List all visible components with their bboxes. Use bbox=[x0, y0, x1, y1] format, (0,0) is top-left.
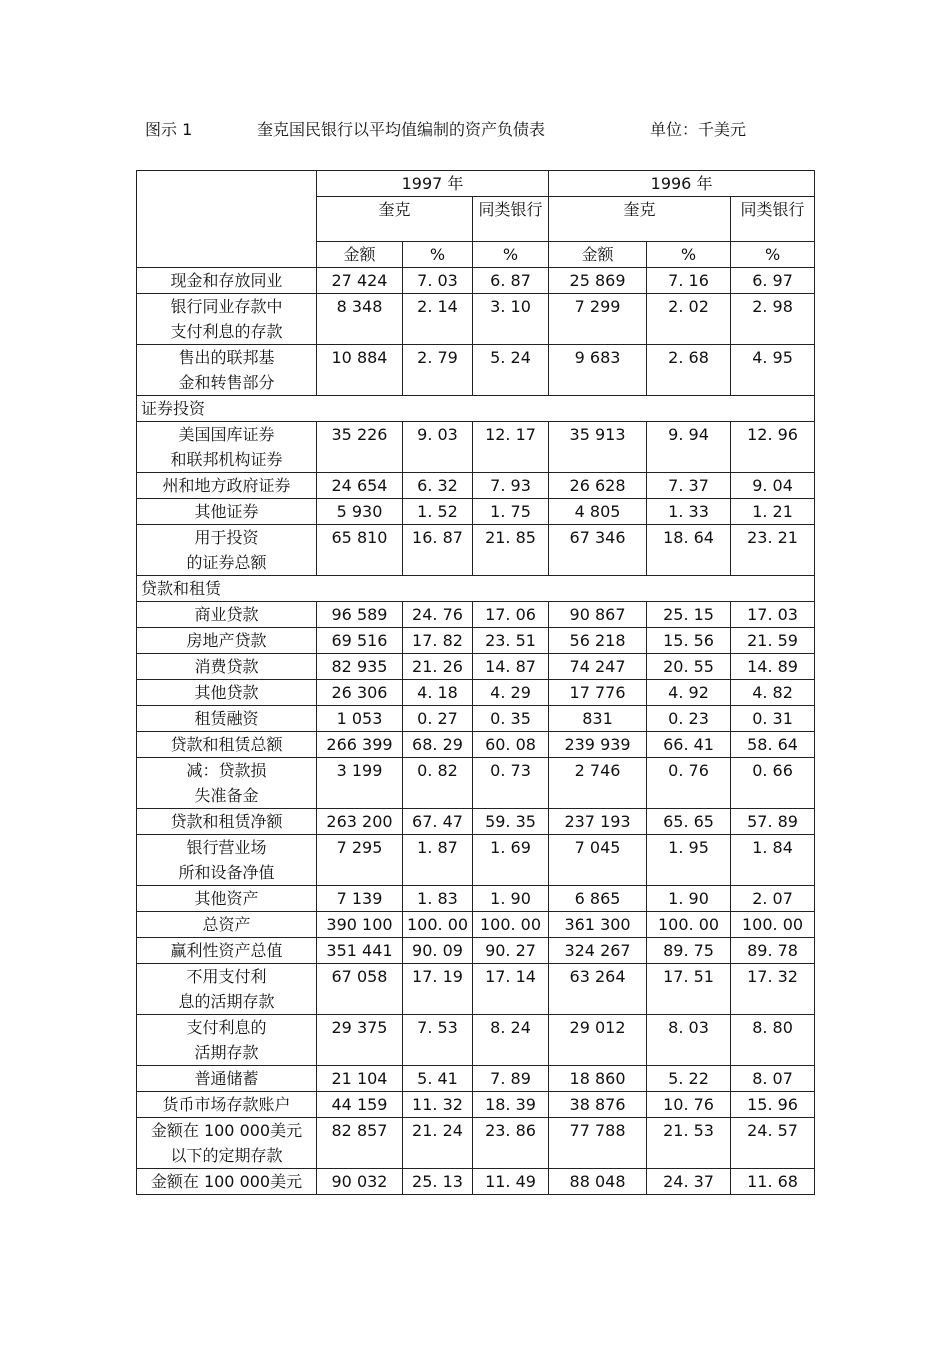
cell-pct-1997: 0. 27 bbox=[403, 706, 473, 732]
cell-pct-1996: 89. 75 bbox=[647, 938, 731, 964]
table-row bbox=[137, 938, 815, 964]
cell-peer-pct-1997: 0. 73 bbox=[473, 758, 549, 809]
row-label bbox=[137, 732, 317, 758]
cell-pct-1996: 2. 02 bbox=[647, 294, 731, 345]
header-peer-pct-1997: % bbox=[473, 242, 549, 268]
table-row bbox=[137, 345, 815, 396]
row-label bbox=[137, 758, 317, 809]
cell-amount-1996: 239 939 bbox=[549, 732, 647, 758]
row-label bbox=[137, 654, 317, 680]
cell-peer-pct-1997: 1. 75 bbox=[473, 499, 549, 525]
cell-amount-1996: 831 bbox=[549, 706, 647, 732]
row-label-line: 现金和存放同业 bbox=[170, 271, 283, 290]
row-label-line: 房地产贷款 bbox=[186, 631, 267, 650]
cell-peer-pct-1996: 8. 80 bbox=[731, 1015, 815, 1066]
cell-pct-1996: 4. 92 bbox=[647, 680, 731, 706]
cell-peer-pct-1997: 17. 06 bbox=[473, 602, 549, 628]
table-row bbox=[137, 886, 815, 912]
cell-pct-1997: 2. 79 bbox=[403, 345, 473, 396]
row-label-line: 其他证券 bbox=[194, 502, 259, 521]
cell-amount-1997: 10 884 bbox=[317, 345, 403, 396]
cell-peer-pct-1997: 3. 10 bbox=[473, 294, 549, 345]
cell-peer-pct-1997: 59. 35 bbox=[473, 809, 549, 835]
cell-amount-1996: 25 869 bbox=[549, 268, 647, 294]
cell-amount-1997: 7 295 bbox=[317, 835, 403, 886]
header-row-years bbox=[137, 171, 815, 197]
cell-amount-1996: 324 267 bbox=[549, 938, 647, 964]
cell-amount-1996: 56 218 bbox=[549, 628, 647, 654]
cell-peer-pct-1996: 1. 84 bbox=[731, 835, 815, 886]
row-label bbox=[137, 912, 317, 938]
cell-pct-1996: 7. 16 bbox=[647, 268, 731, 294]
cell-peer-pct-1997: 1. 69 bbox=[473, 835, 549, 886]
table-row bbox=[137, 835, 815, 886]
cell-peer-pct-1997: 100. 00 bbox=[473, 912, 549, 938]
row-label-line: 支付利息的存款 bbox=[170, 322, 283, 341]
row-label bbox=[137, 1092, 317, 1118]
cell-pct-1996: 1. 95 bbox=[647, 835, 731, 886]
header-peer-pct-1996: % bbox=[731, 242, 815, 268]
cell-pct-1996: 65. 65 bbox=[647, 809, 731, 835]
cell-amount-1996: 17 776 bbox=[549, 680, 647, 706]
cell-peer-pct-1996: 17. 03 bbox=[731, 602, 815, 628]
section-heading: 贷款和租赁 bbox=[137, 576, 815, 602]
cell-pct-1996: 7. 37 bbox=[647, 473, 731, 499]
cell-pct-1996: 9. 94 bbox=[647, 422, 731, 473]
table-row bbox=[137, 525, 815, 576]
cell-amount-1996: 67 346 bbox=[549, 525, 647, 576]
cell-pct-1996: 5. 22 bbox=[647, 1066, 731, 1092]
table-row bbox=[137, 706, 815, 732]
cell-peer-pct-1996: 6. 97 bbox=[731, 268, 815, 294]
cell-peer-pct-1997: 4. 29 bbox=[473, 680, 549, 706]
row-label bbox=[137, 294, 317, 345]
cell-pct-1997: 25. 13 bbox=[403, 1169, 473, 1195]
header-peer-1996: 同类银行 bbox=[731, 197, 815, 242]
cell-amount-1997: 69 516 bbox=[317, 628, 403, 654]
cell-amount-1996: 18 860 bbox=[549, 1066, 647, 1092]
row-label-line: 银行同业存款中 bbox=[170, 297, 283, 316]
table-row bbox=[137, 1015, 815, 1066]
section-row bbox=[137, 396, 815, 422]
row-label-line: 所和设备净值 bbox=[178, 863, 275, 882]
cell-peer-pct-1996: 0. 31 bbox=[731, 706, 815, 732]
table-row bbox=[137, 758, 815, 809]
cell-peer-pct-1996: 4. 82 bbox=[731, 680, 815, 706]
row-label-line: 和联邦机构证券 bbox=[170, 450, 283, 469]
cell-peer-pct-1997: 1. 90 bbox=[473, 886, 549, 912]
table-row bbox=[137, 422, 815, 473]
table-row bbox=[137, 912, 815, 938]
cell-amount-1997: 3 199 bbox=[317, 758, 403, 809]
row-label-line: 支付利息的 bbox=[186, 1018, 267, 1037]
cell-amount-1997: 90 032 bbox=[317, 1169, 403, 1195]
cell-peer-pct-1996: 100. 00 bbox=[731, 912, 815, 938]
cell-pct-1996: 1. 90 bbox=[647, 886, 731, 912]
header-pct-1996: % bbox=[647, 242, 731, 268]
table-row bbox=[137, 294, 815, 345]
row-label bbox=[137, 1015, 317, 1066]
cell-pct-1996: 10. 76 bbox=[647, 1092, 731, 1118]
cell-peer-pct-1997: 18. 39 bbox=[473, 1092, 549, 1118]
row-label-line: 贷款和租赁净额 bbox=[170, 812, 283, 831]
header-quaker-1997: 奎克 bbox=[317, 197, 473, 242]
cell-peer-pct-1996: 58. 64 bbox=[731, 732, 815, 758]
cell-amount-1997: 27 424 bbox=[317, 268, 403, 294]
cell-peer-pct-1997: 23. 51 bbox=[473, 628, 549, 654]
cell-pct-1997: 21. 24 bbox=[403, 1118, 473, 1169]
row-label-line: 其他资产 bbox=[194, 889, 259, 908]
cell-amount-1996: 2 746 bbox=[549, 758, 647, 809]
cell-pct-1997: 11. 32 bbox=[403, 1092, 473, 1118]
cell-peer-pct-1996: 12. 96 bbox=[731, 422, 815, 473]
cell-amount-1997: 21 104 bbox=[317, 1066, 403, 1092]
cell-pct-1997: 67. 47 bbox=[403, 809, 473, 835]
cell-peer-pct-1997: 90. 27 bbox=[473, 938, 549, 964]
cell-peer-pct-1997: 23. 86 bbox=[473, 1118, 549, 1169]
row-label bbox=[137, 706, 317, 732]
row-label bbox=[137, 268, 317, 294]
row-label bbox=[137, 964, 317, 1015]
row-label bbox=[137, 499, 317, 525]
row-label-line: 活期存款 bbox=[194, 1043, 259, 1062]
cell-amount-1997: 8 348 bbox=[317, 294, 403, 345]
cell-amount-1997: 7 139 bbox=[317, 886, 403, 912]
cell-amount-1997: 29 375 bbox=[317, 1015, 403, 1066]
cell-amount-1996: 26 628 bbox=[549, 473, 647, 499]
cell-pct-1996: 0. 23 bbox=[647, 706, 731, 732]
table-row bbox=[137, 732, 815, 758]
row-label bbox=[137, 473, 317, 499]
cell-peer-pct-1997: 7. 93 bbox=[473, 473, 549, 499]
cell-peer-pct-1996: 23. 21 bbox=[731, 525, 815, 576]
cell-peer-pct-1997: 17. 14 bbox=[473, 964, 549, 1015]
cell-amount-1997: 24 654 bbox=[317, 473, 403, 499]
cell-amount-1996: 6 865 bbox=[549, 886, 647, 912]
row-label-line: 不用支付利 bbox=[186, 967, 267, 986]
table-row bbox=[137, 964, 815, 1015]
cell-peer-pct-1997: 60. 08 bbox=[473, 732, 549, 758]
cell-amount-1996: 63 264 bbox=[549, 964, 647, 1015]
row-label-line: 金和转售部分 bbox=[178, 373, 275, 392]
header-pct-1997: % bbox=[403, 242, 473, 268]
cell-amount-1997: 351 441 bbox=[317, 938, 403, 964]
cell-amount-1997: 96 589 bbox=[317, 602, 403, 628]
row-label-line: 息的活期存款 bbox=[178, 992, 275, 1011]
table-row bbox=[137, 809, 815, 835]
cell-pct-1996: 24. 37 bbox=[647, 1169, 731, 1195]
header-quaker-1996: 奎克 bbox=[549, 197, 731, 242]
cell-pct-1997: 5. 41 bbox=[403, 1066, 473, 1092]
cell-pct-1997: 100. 00 bbox=[403, 912, 473, 938]
cell-pct-1997: 1. 83 bbox=[403, 886, 473, 912]
row-label-line: 售出的联邦基 bbox=[178, 348, 275, 367]
row-label bbox=[137, 835, 317, 886]
cell-pct-1996: 25. 15 bbox=[647, 602, 731, 628]
cell-peer-pct-1996: 1. 21 bbox=[731, 499, 815, 525]
cell-pct-1997: 1. 52 bbox=[403, 499, 473, 525]
row-label bbox=[137, 602, 317, 628]
cell-pct-1997: 90. 09 bbox=[403, 938, 473, 964]
cell-peer-pct-1996: 8. 07 bbox=[731, 1066, 815, 1092]
cell-peer-pct-1997: 11. 49 bbox=[473, 1169, 549, 1195]
unit-label: 单位：千美元 bbox=[650, 120, 747, 139]
row-label bbox=[137, 525, 317, 576]
row-label-line: 赢利性资产总值 bbox=[170, 941, 283, 960]
cell-peer-pct-1997: 14. 87 bbox=[473, 654, 549, 680]
cell-peer-pct-1997: 12. 17 bbox=[473, 422, 549, 473]
cell-amount-1997: 67 058 bbox=[317, 964, 403, 1015]
section-row bbox=[137, 576, 815, 602]
cell-amount-1997: 65 810 bbox=[317, 525, 403, 576]
cell-peer-pct-1996: 17. 32 bbox=[731, 964, 815, 1015]
cell-pct-1996: 0. 76 bbox=[647, 758, 731, 809]
row-label-line: 美国国库证券 bbox=[178, 425, 275, 444]
cell-amount-1996: 88 048 bbox=[549, 1169, 647, 1195]
header-year-1997: 1997 年 bbox=[317, 171, 549, 197]
row-label-line: 银行营业场 bbox=[186, 838, 267, 857]
cell-pct-1997: 4. 18 bbox=[403, 680, 473, 706]
cell-amount-1997: 1 053 bbox=[317, 706, 403, 732]
cell-peer-pct-1996: 2. 98 bbox=[731, 294, 815, 345]
row-label bbox=[137, 1066, 317, 1092]
cell-pct-1997: 1. 87 bbox=[403, 835, 473, 886]
cell-amount-1996: 38 876 bbox=[549, 1092, 647, 1118]
row-label bbox=[137, 628, 317, 654]
cell-peer-pct-1996: 89. 78 bbox=[731, 938, 815, 964]
row-label-line: 租赁融资 bbox=[194, 709, 259, 728]
cell-peer-pct-1997: 0. 35 bbox=[473, 706, 549, 732]
cell-peer-pct-1997: 7. 89 bbox=[473, 1066, 549, 1092]
cell-peer-pct-1997: 8. 24 bbox=[473, 1015, 549, 1066]
cell-peer-pct-1996: 15. 96 bbox=[731, 1092, 815, 1118]
row-label-line: 的证券总额 bbox=[186, 553, 267, 572]
cell-amount-1996: 74 247 bbox=[549, 654, 647, 680]
row-label-line: 总资产 bbox=[202, 915, 251, 934]
cell-pct-1996: 100. 00 bbox=[647, 912, 731, 938]
row-label bbox=[137, 886, 317, 912]
cell-peer-pct-1996: 11. 68 bbox=[731, 1169, 815, 1195]
table-row bbox=[137, 1066, 815, 1092]
cell-amount-1997: 263 200 bbox=[317, 809, 403, 835]
cell-pct-1997: 7. 53 bbox=[403, 1015, 473, 1066]
balance-sheet-table bbox=[136, 170, 815, 1195]
row-label bbox=[137, 345, 317, 396]
cell-pct-1996: 21. 53 bbox=[647, 1118, 731, 1169]
cell-amount-1996: 7 299 bbox=[549, 294, 647, 345]
cell-pct-1996: 8. 03 bbox=[647, 1015, 731, 1066]
cell-pct-1996: 17. 51 bbox=[647, 964, 731, 1015]
cell-peer-pct-1996: 2. 07 bbox=[731, 886, 815, 912]
table-title: 奎克国民银行以平均值编制的资产负债表 bbox=[257, 120, 546, 139]
cell-amount-1996: 77 788 bbox=[549, 1118, 647, 1169]
cell-peer-pct-1996: 57. 89 bbox=[731, 809, 815, 835]
cell-pct-1997: 16. 87 bbox=[403, 525, 473, 576]
row-label-line: 其他贷款 bbox=[194, 683, 259, 702]
table-row bbox=[137, 499, 815, 525]
figure-number: 图示 1 bbox=[145, 120, 193, 139]
cell-pct-1997: 68. 29 bbox=[403, 732, 473, 758]
cell-pct-1997: 2. 14 bbox=[403, 294, 473, 345]
row-label bbox=[137, 1118, 317, 1169]
row-label-line: 减：贷款损 bbox=[186, 761, 267, 780]
header-peer-1997: 同类银行 bbox=[473, 197, 549, 242]
row-label-line: 以下的定期存款 bbox=[170, 1146, 283, 1165]
section-heading: 证券投资 bbox=[137, 396, 815, 422]
cell-amount-1997: 82 935 bbox=[317, 654, 403, 680]
row-label-line: 失准备金 bbox=[194, 786, 259, 805]
cell-peer-pct-1997: 6. 87 bbox=[473, 268, 549, 294]
row-label bbox=[137, 1169, 317, 1195]
cell-pct-1997: 9. 03 bbox=[403, 422, 473, 473]
table-row bbox=[137, 654, 815, 680]
cell-peer-pct-1996: 4. 95 bbox=[731, 345, 815, 396]
cell-pct-1996: 18. 64 bbox=[647, 525, 731, 576]
cell-pct-1996: 20. 55 bbox=[647, 654, 731, 680]
header-amount-1996: 金额 bbox=[549, 242, 647, 268]
cell-pct-1997: 6. 32 bbox=[403, 473, 473, 499]
cell-pct-1997: 24. 76 bbox=[403, 602, 473, 628]
cell-amount-1997: 390 100 bbox=[317, 912, 403, 938]
row-label-line: 商业贷款 bbox=[194, 605, 259, 624]
cell-pct-1997: 17. 82 bbox=[403, 628, 473, 654]
header-blank-cell bbox=[137, 171, 317, 268]
header-year-1996: 1996 年 bbox=[549, 171, 815, 197]
cell-pct-1996: 15. 56 bbox=[647, 628, 731, 654]
cell-amount-1996: 35 913 bbox=[549, 422, 647, 473]
row-label-line: 用于投资 bbox=[194, 528, 259, 547]
cell-amount-1996: 361 300 bbox=[549, 912, 647, 938]
cell-pct-1997: 7. 03 bbox=[403, 268, 473, 294]
cell-amount-1996: 4 805 bbox=[549, 499, 647, 525]
cell-pct-1997: 0. 82 bbox=[403, 758, 473, 809]
cell-amount-1997: 266 399 bbox=[317, 732, 403, 758]
row-label-line: 州和地方政府证券 bbox=[162, 476, 291, 495]
row-label-line: 货币市场存款账户 bbox=[162, 1095, 291, 1114]
cell-peer-pct-1996: 21. 59 bbox=[731, 628, 815, 654]
cell-amount-1997: 82 857 bbox=[317, 1118, 403, 1169]
cell-amount-1997: 5 930 bbox=[317, 499, 403, 525]
cell-peer-pct-1997: 5. 24 bbox=[473, 345, 549, 396]
cell-peer-pct-1996: 14. 89 bbox=[731, 654, 815, 680]
cell-amount-1997: 44 159 bbox=[317, 1092, 403, 1118]
cell-amount-1996: 9 683 bbox=[549, 345, 647, 396]
cell-amount-1997: 26 306 bbox=[317, 680, 403, 706]
cell-amount-1996: 7 045 bbox=[549, 835, 647, 886]
cell-pct-1996: 66. 41 bbox=[647, 732, 731, 758]
cell-amount-1996: 90 867 bbox=[549, 602, 647, 628]
table-row bbox=[137, 680, 815, 706]
row-label-line: 金额在 100 000美元 bbox=[150, 1121, 303, 1140]
row-label bbox=[137, 680, 317, 706]
cell-amount-1997: 35 226 bbox=[317, 422, 403, 473]
cell-peer-pct-1996: 24. 57 bbox=[731, 1118, 815, 1169]
table-row bbox=[137, 268, 815, 294]
row-label bbox=[137, 422, 317, 473]
row-label-line: 普通储蓄 bbox=[194, 1069, 259, 1088]
table-row bbox=[137, 473, 815, 499]
cell-pct-1996: 1. 33 bbox=[647, 499, 731, 525]
cell-peer-pct-1996: 0. 66 bbox=[731, 758, 815, 809]
table-row bbox=[137, 1169, 815, 1195]
cell-amount-1996: 237 193 bbox=[549, 809, 647, 835]
cell-amount-1996: 29 012 bbox=[549, 1015, 647, 1066]
row-label-line: 贷款和租赁总额 bbox=[170, 735, 283, 754]
header-amount-1997: 金额 bbox=[317, 242, 403, 268]
cell-pct-1997: 21. 26 bbox=[403, 654, 473, 680]
row-label-line: 消费贷款 bbox=[194, 657, 259, 676]
row-label bbox=[137, 938, 317, 964]
cell-pct-1997: 17. 19 bbox=[403, 964, 473, 1015]
table-row bbox=[137, 1092, 815, 1118]
table-row bbox=[137, 1118, 815, 1169]
table-row bbox=[137, 628, 815, 654]
cell-peer-pct-1997: 21. 85 bbox=[473, 525, 549, 576]
row-label-line: 金额在 100 000美元 bbox=[150, 1172, 303, 1191]
table-row bbox=[137, 602, 815, 628]
cell-peer-pct-1996: 9. 04 bbox=[731, 473, 815, 499]
cell-pct-1996: 2. 68 bbox=[647, 345, 731, 396]
row-label bbox=[137, 809, 317, 835]
